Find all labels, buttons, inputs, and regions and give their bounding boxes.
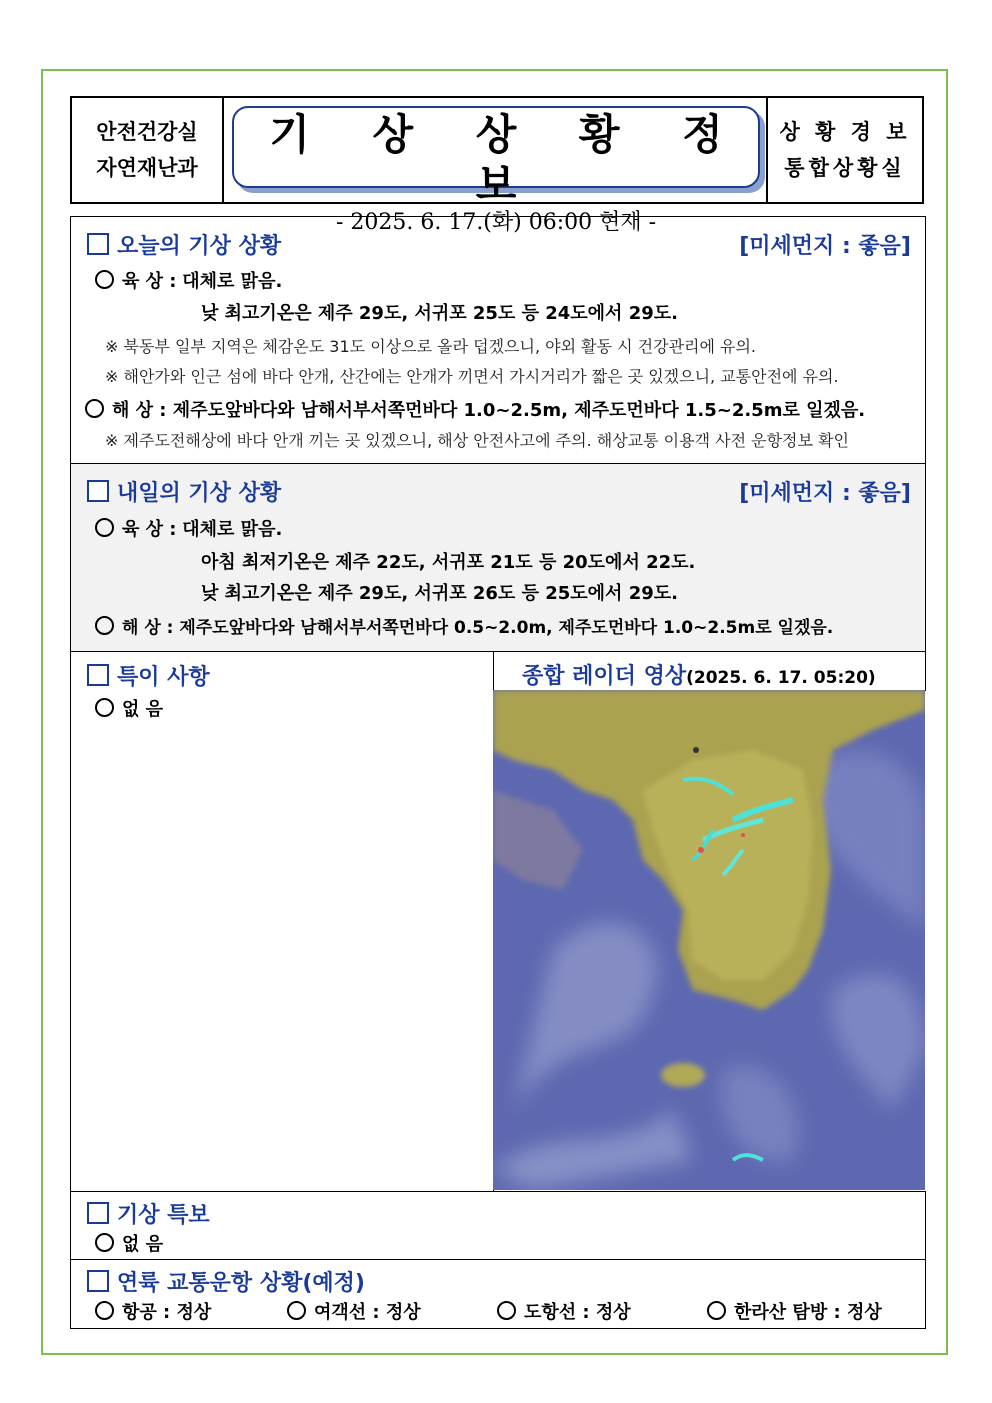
report-datetime: - 2025. 6. 17.(화) 06:00 현재 - (335, 210, 657, 235)
checkbox-icon (87, 664, 109, 686)
checkbox-icon (87, 480, 109, 502)
circle-bullet-icon (95, 1301, 114, 1320)
transport-item-air: 항공 : 정상 (95, 1298, 211, 1324)
dept-left (72, 98, 224, 202)
transport-item-island-ferry: 도항선 : 정상 (497, 1298, 631, 1324)
today-title: 오늘의 기상 상황 (87, 229, 281, 260)
special-title: 특이 사항 (87, 660, 210, 691)
transport-item-hallasan: 한라산 탐방 : 정상 (707, 1298, 882, 1324)
checkbox-icon (87, 233, 109, 255)
today-land: 육 상 : 대체로 맑음. (95, 267, 282, 293)
document-header (70, 96, 924, 235)
tomorrow-land-min: 아침 최저기온은 제주 22도, 서귀포 21도 등 20도에서 22도. (201, 552, 696, 573)
radar-image (493, 690, 925, 1190)
circle-bullet-icon (95, 270, 114, 289)
today-note-fog: ※ 해안가와 인근 섬에 바다 안개, 산간에는 안개가 끼면서 가시거리가 짧은 곳 있겠으니, 교통안전에 유의. (105, 367, 839, 386)
today-section (70, 216, 926, 464)
today-sea: 해 상 : 제주도앞바다와 남해서부서쪽먼바다 1.0~2.5m, 제주도먼바다 1.5~2.5m로 일겠음. (85, 396, 865, 422)
today-note-sea: ※ 제주도전해상에 바다 안개 끼는 곳 있겠으니, 해상 안전사고에 주의. 해상교통 이용객 사전 운항정보 확인 (105, 431, 849, 450)
radar-title-line (522, 659, 876, 690)
warning-title: 기상 특보 (87, 1198, 210, 1229)
circle-bullet-icon (95, 1233, 114, 1252)
circle-bullet-icon (497, 1301, 516, 1320)
dept-right-line1: 상 황 경 보 (779, 120, 911, 144)
page-title: 기 상 상 황 정 보 (269, 110, 747, 209)
transport-title: 연륙 교통운항 상황(예정) (87, 1266, 365, 1297)
warning-item: 없 음 (95, 1230, 163, 1256)
radar-header (493, 651, 926, 691)
special-section (70, 651, 494, 1192)
circle-bullet-icon (287, 1301, 306, 1320)
checkbox-icon (87, 1270, 109, 1292)
special-item: 없 음 (95, 695, 163, 721)
circle-bullet-icon (707, 1301, 726, 1320)
today-dust-status: [미세먼지 : 좋음] (739, 234, 911, 259)
tomorrow-sea: 해 상 : 제주도앞바다와 남해서부서쪽먼바다 0.5~2.0m, 제주도먼바다 1.0~2.5m로 일겠음. (95, 613, 833, 638)
dept-left-line1: 안전건강실 (96, 120, 198, 144)
today-note-heat: ※ 북동부 일부 지역은 체감온도 31도 이상으로 올라 덥겠으니, 야외 활동 시 건강관리에 유의. (105, 337, 757, 356)
warning-section (70, 1191, 926, 1260)
circle-bullet-icon (95, 698, 114, 717)
checkbox-icon (87, 1202, 109, 1224)
title-box (232, 106, 760, 235)
dept-left-line2: 자연재난과 (96, 156, 198, 180)
today-land-temp: 낮 최고기온은 제주 29도, 서귀포 25도 등 24도에서 29도. (201, 303, 678, 324)
tomorrow-dust-status: [미세먼지 : 좋음] (739, 481, 911, 506)
tomorrow-title: 내일의 기상 상황 (87, 476, 281, 507)
circle-bullet-icon (95, 518, 114, 537)
tomorrow-land-max: 낮 최고기온은 제주 29도, 서귀포 26도 등 25도에서 29도. (201, 583, 678, 604)
dept-right (766, 98, 922, 202)
tomorrow-section (70, 463, 926, 652)
radar-map-svg (493, 690, 925, 1190)
dept-right-line2: 통합상황실 (784, 156, 906, 180)
transport-item-ferry: 여객선 : 정상 (287, 1298, 421, 1324)
radar-time: (2025. 6. 17. 05:20) (686, 668, 876, 688)
radar-title: 종합 레이더 영상 (522, 664, 687, 689)
circle-bullet-icon (85, 399, 104, 418)
circle-bullet-icon (95, 616, 114, 635)
transport-section (70, 1259, 926, 1329)
tomorrow-land: 육 상 : 대체로 맑음. (95, 515, 282, 541)
